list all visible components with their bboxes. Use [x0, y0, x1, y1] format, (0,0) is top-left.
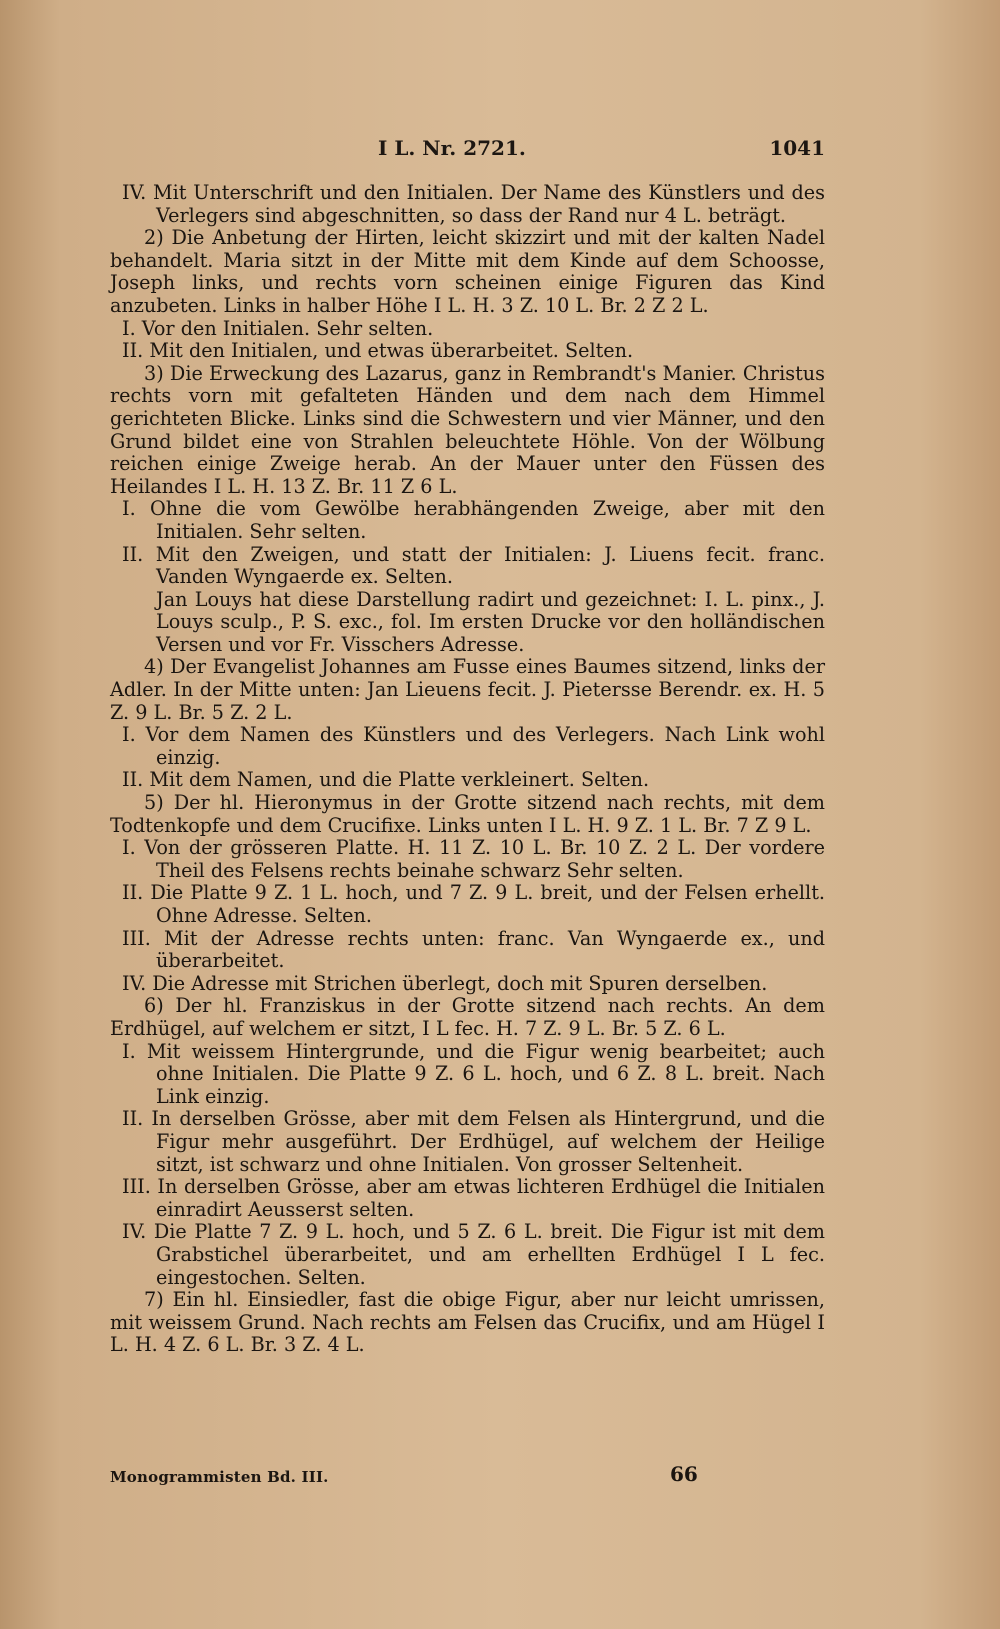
paragraph: 4) Der Evangelist Johannes am Fusse eines Baumes sitzend, links der Adler. In der Mitte unten: Jan Lieuens fecit. J. Pietersse Berendr. ex. H. 5 Z. 9 L. Br. 5 Z. 2 L.: [110, 655, 825, 724]
paragraph: IV. Die Adresse mit Strichen überlegt, doch mit Spuren derselben.: [122, 971, 768, 995]
running-header: [110, 136, 825, 170]
paragraph: I. Ohne die vom Gewölbe herabhängenden Zweige, aber mit den Initialen. Sehr selten.: [122, 497, 825, 543]
paragraph: I. Vor dem Namen des Künstlers und des Verlegers. Nach Link wohl einzig.: [122, 723, 825, 769]
paragraph: III. Mit der Adresse rechts unten: franc. Van Wyngaerde ex., und überarbeitet.: [122, 926, 825, 973]
paragraph: 5) Der hl. Hieronymus in der Grotte sitzend nach rechts, mit dem Todtenkopfe und dem Crucifixe. Links unten I L. H. 9 Z. 1 L. Br. 7 Z 9 L.: [110, 791, 825, 837]
paragraph: II. In derselben Grösse, aber mit dem Felsen als Hintergrund, und die Figur mehr ausgeführt. Der Erdhügel, auf welchem der Heilige sitzt, ist schwarz und ohne Initialen. Von grosser Seltenheit.: [122, 1107, 825, 1176]
paragraph: II. Mit den Zweigen, und statt der Initialen: J. Liuens fecit. franc. Vanden Wyngaerde ex. Selten.: [122, 542, 825, 589]
paragraph: IV. Mit Unterschrift und den Initialen. Der Name des Künstlers und des Verlegers sind abgeschnitten, so dass der Rand nur 4 L. beträgt.: [122, 181, 825, 227]
body-text: [110, 182, 825, 1357]
signature-mark: Monogrammisten Bd. III.: [110, 1468, 329, 1486]
sheet-number: 66: [670, 1462, 698, 1486]
paragraph: I. Von der grösseren Platte. H. 11 Z. 10 L. Br. 10 Z. 2 L. Der vordere Theil des Felsens rechts beinahe schwarz Sehr selten.: [122, 836, 825, 882]
paragraph: 2) Die Anbetung der Hirten, leicht skizzirt und mit der kalten Nadel behandelt. Maria sitzt in der Mitte mit dem Kinde auf dem Schoosse, Joseph links, und rechts vorn scheinen einige Figuren das Kind anzubeten. Links in halber Höhe I L. H. 3 Z. 10 L. Br. 2 Z 2 L.: [110, 226, 825, 317]
paragraph: 7) Ein hl. Einsiedler, fast die obige Figur, aber nur leicht umrissen, mit weissem Grund. Nach rechts am Felsen das Crucifix, und am Hügel I L. H. 4 Z. 6 L. Br. 3 Z. 4 L.: [110, 1288, 825, 1357]
page-number: 1041: [769, 136, 825, 160]
paragraph: Jan Louys hat diese Darstellung radirt und gezeichnet: I. L. pinx., J. Louys sculp., P. S. exc., fol. Im ersten Drucke vor den holländischen Versen und vor Fr. Visschers Adresse.: [156, 587, 825, 656]
page-footer: [110, 1462, 825, 1492]
running-title: I L. Nr. 2721.: [378, 136, 526, 160]
paragraph: IV. Die Platte 7 Z. 9 L. hoch, und 5 Z. 6 L. breit. Die Figur ist mit dem Grabstichel überarbeitet, und am erhellten Erdhügel I L fec. eingestochen. Selten.: [122, 1220, 825, 1289]
paragraph: 6) Der hl. Franziskus in der Grotte sitzend nach rechts. An dem Erdhügel, auf welchem er sitzt, I L fec. H. 7 Z. 9 L. Br. 5 Z. 6 L.: [110, 994, 825, 1040]
paragraph: 3) Die Erweckung des Lazarus, ganz in Rembrandt's Manier. Christus rechts vorn mit gefalteten Händen und dem nach dem Himmel gerichteten Blicke. Links sind die Schwestern und vier Männer, und den Grund bildet eine von Strahlen beleuchtete Höhle. Von der Wölbung reichen einige Zweige herab. An der Mauer unter den Füssen des Heilandes I L. H. 13 Z. Br. 11 Z 6 L.: [110, 361, 825, 498]
paragraph: II. Die Platte 9 Z. 1 L. hoch, und 7 Z. 9 L. breit, und der Felsen erhellt. Ohne Adresse. Selten.: [122, 881, 825, 927]
paragraph: III. In derselben Grösse, aber am etwas lichteren Erdhügel die Initialen einradirt Aeusserst selten.: [122, 1175, 825, 1221]
paragraph: II. Mit dem Namen, und die Platte verkleinert. Selten.: [122, 768, 650, 792]
paragraph: I. Vor den Initialen. Sehr selten.: [122, 316, 434, 340]
paragraph: I. Mit weissem Hintergrunde, und die Figur wenig bearbeitet; auch ohne Initialen. Die Platte 9 Z. 6 L. hoch, und 6 Z. 8 L. breit. Nach Link einzig.: [122, 1039, 825, 1108]
paragraph: II. Mit den Initialen, und etwas überarbeitet. Selten.: [122, 339, 634, 363]
